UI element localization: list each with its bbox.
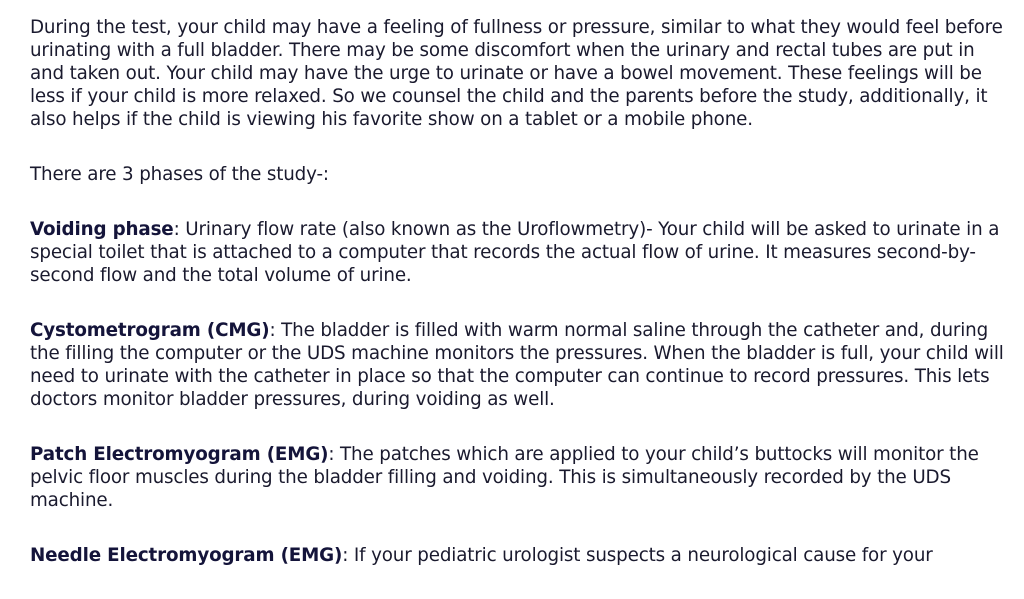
phase-voiding xyxy=(30,218,1005,287)
phase-description: : The bladder is filled with warm normal saline through the catheter and, during the filling the computer or the UDS machine monitors the pressures. When the bladder is full, your child will need to urinate with the catheter in place so that the computer can continue to record pressures. This lets doctors monitor bladder pressures, during voiding as well. xyxy=(30,320,1004,410)
phases-intro: There are 3 phases of the study-: xyxy=(30,164,329,185)
phase-description: : Urinary flow rate (also known as the Uroflowmetry)- Your child will be asked to urinate in a special toilet that is attached to a computer that records the actual flow of urine. It measures second-by-second flow and the total volume of urine. xyxy=(30,219,1000,286)
phase-term: Cystometrogram (CMG) xyxy=(30,320,270,341)
phase-description: : If your pediatric urologist suspects a neurological cause for your xyxy=(342,545,933,566)
phase-patch-emg xyxy=(30,443,1005,512)
phase-term: Patch Electromyogram (EMG) xyxy=(30,444,329,465)
phase-term: Needle Electromyogram (EMG) xyxy=(30,545,343,566)
phase-description: : The patches which are applied to your child’s buttocks will monitor the pelvic floor muscles during the bladder filling and voiding. This is simultaneously recorded by the UDS machine. xyxy=(30,444,979,511)
phase-needle-emg xyxy=(30,544,1005,567)
document-body xyxy=(30,16,1005,599)
phase-cystometrogram xyxy=(30,319,1005,411)
intro-paragraph: During the test, your child may have a feeling of fullness or pressure, similar to what they would feel before urinating with a full bladder. There may be some discomfort when the urinary and rectal tubes are put in and taken out. Your child may have the urge to urinate or have a bowel movement. These feelings will be less if your child is more relaxed. So we counsel the child and the parents before the study, additionally, it also helps if the child is viewing his favorite show on a tablet or a mobile phone. xyxy=(30,17,1003,130)
phase-term: Voiding phase xyxy=(30,219,174,240)
